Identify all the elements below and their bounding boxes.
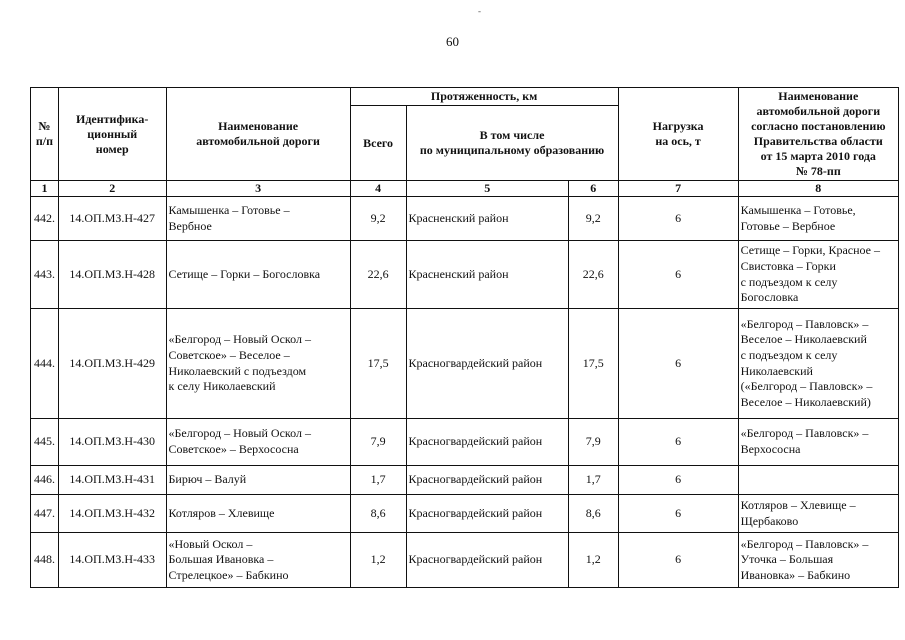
row-number: 446. xyxy=(31,466,59,495)
road-id: 14.ОП.МЗ.Н-430 xyxy=(58,419,166,466)
row-number: 442. xyxy=(31,197,59,241)
table-row xyxy=(31,466,899,495)
district-length: 1,2 xyxy=(568,533,618,588)
district-length: 7,9 xyxy=(568,419,618,466)
road-id: 14.ОП.МЗ.Н-433 xyxy=(58,533,166,588)
road-name: «Новый Оскол – Большая Ивановка – Стрелецкое» – Бабкино xyxy=(166,533,350,588)
district-length: 22,6 xyxy=(568,241,618,309)
header-road-name: Наименование автомобильной дороги xyxy=(166,88,350,181)
district-name: Красногвардейский район xyxy=(406,419,568,466)
district-name: Красногвардейский район xyxy=(406,533,568,588)
decree-road-name: «Белгород – Павловск» – Уточка – Большая Ивановка» – Бабкино xyxy=(738,533,898,588)
row-number: 444. xyxy=(31,309,59,419)
district-name: Красногвардейский район xyxy=(406,309,568,419)
header-length-group: Протяженность, км xyxy=(350,88,618,106)
length-total: 9,2 xyxy=(350,197,406,241)
axle-load: 6 xyxy=(618,533,738,588)
axle-load: 6 xyxy=(618,241,738,309)
road-id: 14.ОП.МЗ.Н-428 xyxy=(58,241,166,309)
road-name: «Белгород – Новый Оскол – Советское» – Верхососна xyxy=(166,419,350,466)
header-num: № п/п xyxy=(31,88,59,181)
district-name: Красненский район xyxy=(406,241,568,309)
decree-road-name: Котляров – Хлевище – Щербаково xyxy=(738,495,898,533)
table-row xyxy=(31,309,899,419)
table-row xyxy=(31,533,899,588)
axle-load: 6 xyxy=(618,197,738,241)
axle-load: 6 xyxy=(618,466,738,495)
length-total: 22,6 xyxy=(350,241,406,309)
district-length: 8,6 xyxy=(568,495,618,533)
table-row xyxy=(31,419,899,466)
district-name: Красногвардейский район xyxy=(406,466,568,495)
header-total: Всего xyxy=(350,106,406,181)
column-number: 3 xyxy=(166,181,350,197)
header-axle-load: Нагрузка на ось, т xyxy=(618,88,738,181)
axle-load: 6 xyxy=(618,495,738,533)
road-name: Камышенка – Готовье – Вербное xyxy=(166,197,350,241)
header-id: Идентифика- ционный номер xyxy=(58,88,166,181)
axle-load: 6 xyxy=(618,419,738,466)
road-name: Сетище – Горки – Богословка xyxy=(166,241,350,309)
column-number: 1 xyxy=(31,181,59,197)
road-name: Бирюч – Валуй xyxy=(166,466,350,495)
axle-load: 6 xyxy=(618,309,738,419)
column-number: 7 xyxy=(618,181,738,197)
header-municipal: В том числе по муниципальному образованию xyxy=(406,106,618,181)
road-name: «Белгород – Новый Оскол – Советское» – Веселое – Николаевский с подъездом к селу Николаевский xyxy=(166,309,350,419)
length-total: 1,2 xyxy=(350,533,406,588)
decree-road-name: «Белгород – Павловск» – Верхососна xyxy=(738,419,898,466)
table-row xyxy=(31,495,899,533)
road-name: Котляров – Хлевище xyxy=(166,495,350,533)
district-length: 9,2 xyxy=(568,197,618,241)
scan-mark: - xyxy=(478,6,481,16)
district-length: 1,7 xyxy=(568,466,618,495)
page-number: 60 xyxy=(446,34,459,49)
length-total: 17,5 xyxy=(350,309,406,419)
row-number: 445. xyxy=(31,419,59,466)
length-total: 7,9 xyxy=(350,419,406,466)
row-number: 447. xyxy=(31,495,59,533)
column-number: 8 xyxy=(738,181,898,197)
column-number: 5 xyxy=(406,181,568,197)
road-id: 14.ОП.МЗ.Н-429 xyxy=(58,309,166,419)
decree-road-name xyxy=(738,466,898,495)
decree-road-name: Сетище – Горки, Красное – Свистовка – Горки с подъездом к селу Богословка xyxy=(738,241,898,309)
district-length: 17,5 xyxy=(568,309,618,419)
row-number: 443. xyxy=(31,241,59,309)
header-decree-name: Наименование автомобильной дороги согласно постановлению Правительства области от 15 марта 2010 года № 78-пп xyxy=(738,88,898,181)
decree-road-name: Камышенка – Готовье, Готовье – Вербное xyxy=(738,197,898,241)
table-row xyxy=(31,241,899,309)
road-id: 14.ОП.МЗ.Н-431 xyxy=(58,466,166,495)
district-name: Красногвардейский район xyxy=(406,495,568,533)
table-row xyxy=(31,197,899,241)
road-id: 14.ОП.МЗ.Н-427 xyxy=(58,197,166,241)
roads-table xyxy=(30,87,899,588)
length-total: 8,6 xyxy=(350,495,406,533)
column-number: 6 xyxy=(568,181,618,197)
header-row xyxy=(31,88,899,106)
district-name: Красненский район xyxy=(406,197,568,241)
column-number: 2 xyxy=(58,181,166,197)
column-number: 4 xyxy=(350,181,406,197)
decree-road-name: «Белгород – Павловск» – Веселое – Николаевский с подъездом к селу Николаевский («Белгород – Павловск» – Веселое – Николаевский) xyxy=(738,309,898,419)
column-number-row xyxy=(31,181,899,197)
road-id: 14.ОП.МЗ.Н-432 xyxy=(58,495,166,533)
length-total: 1,7 xyxy=(350,466,406,495)
row-number: 448. xyxy=(31,533,59,588)
